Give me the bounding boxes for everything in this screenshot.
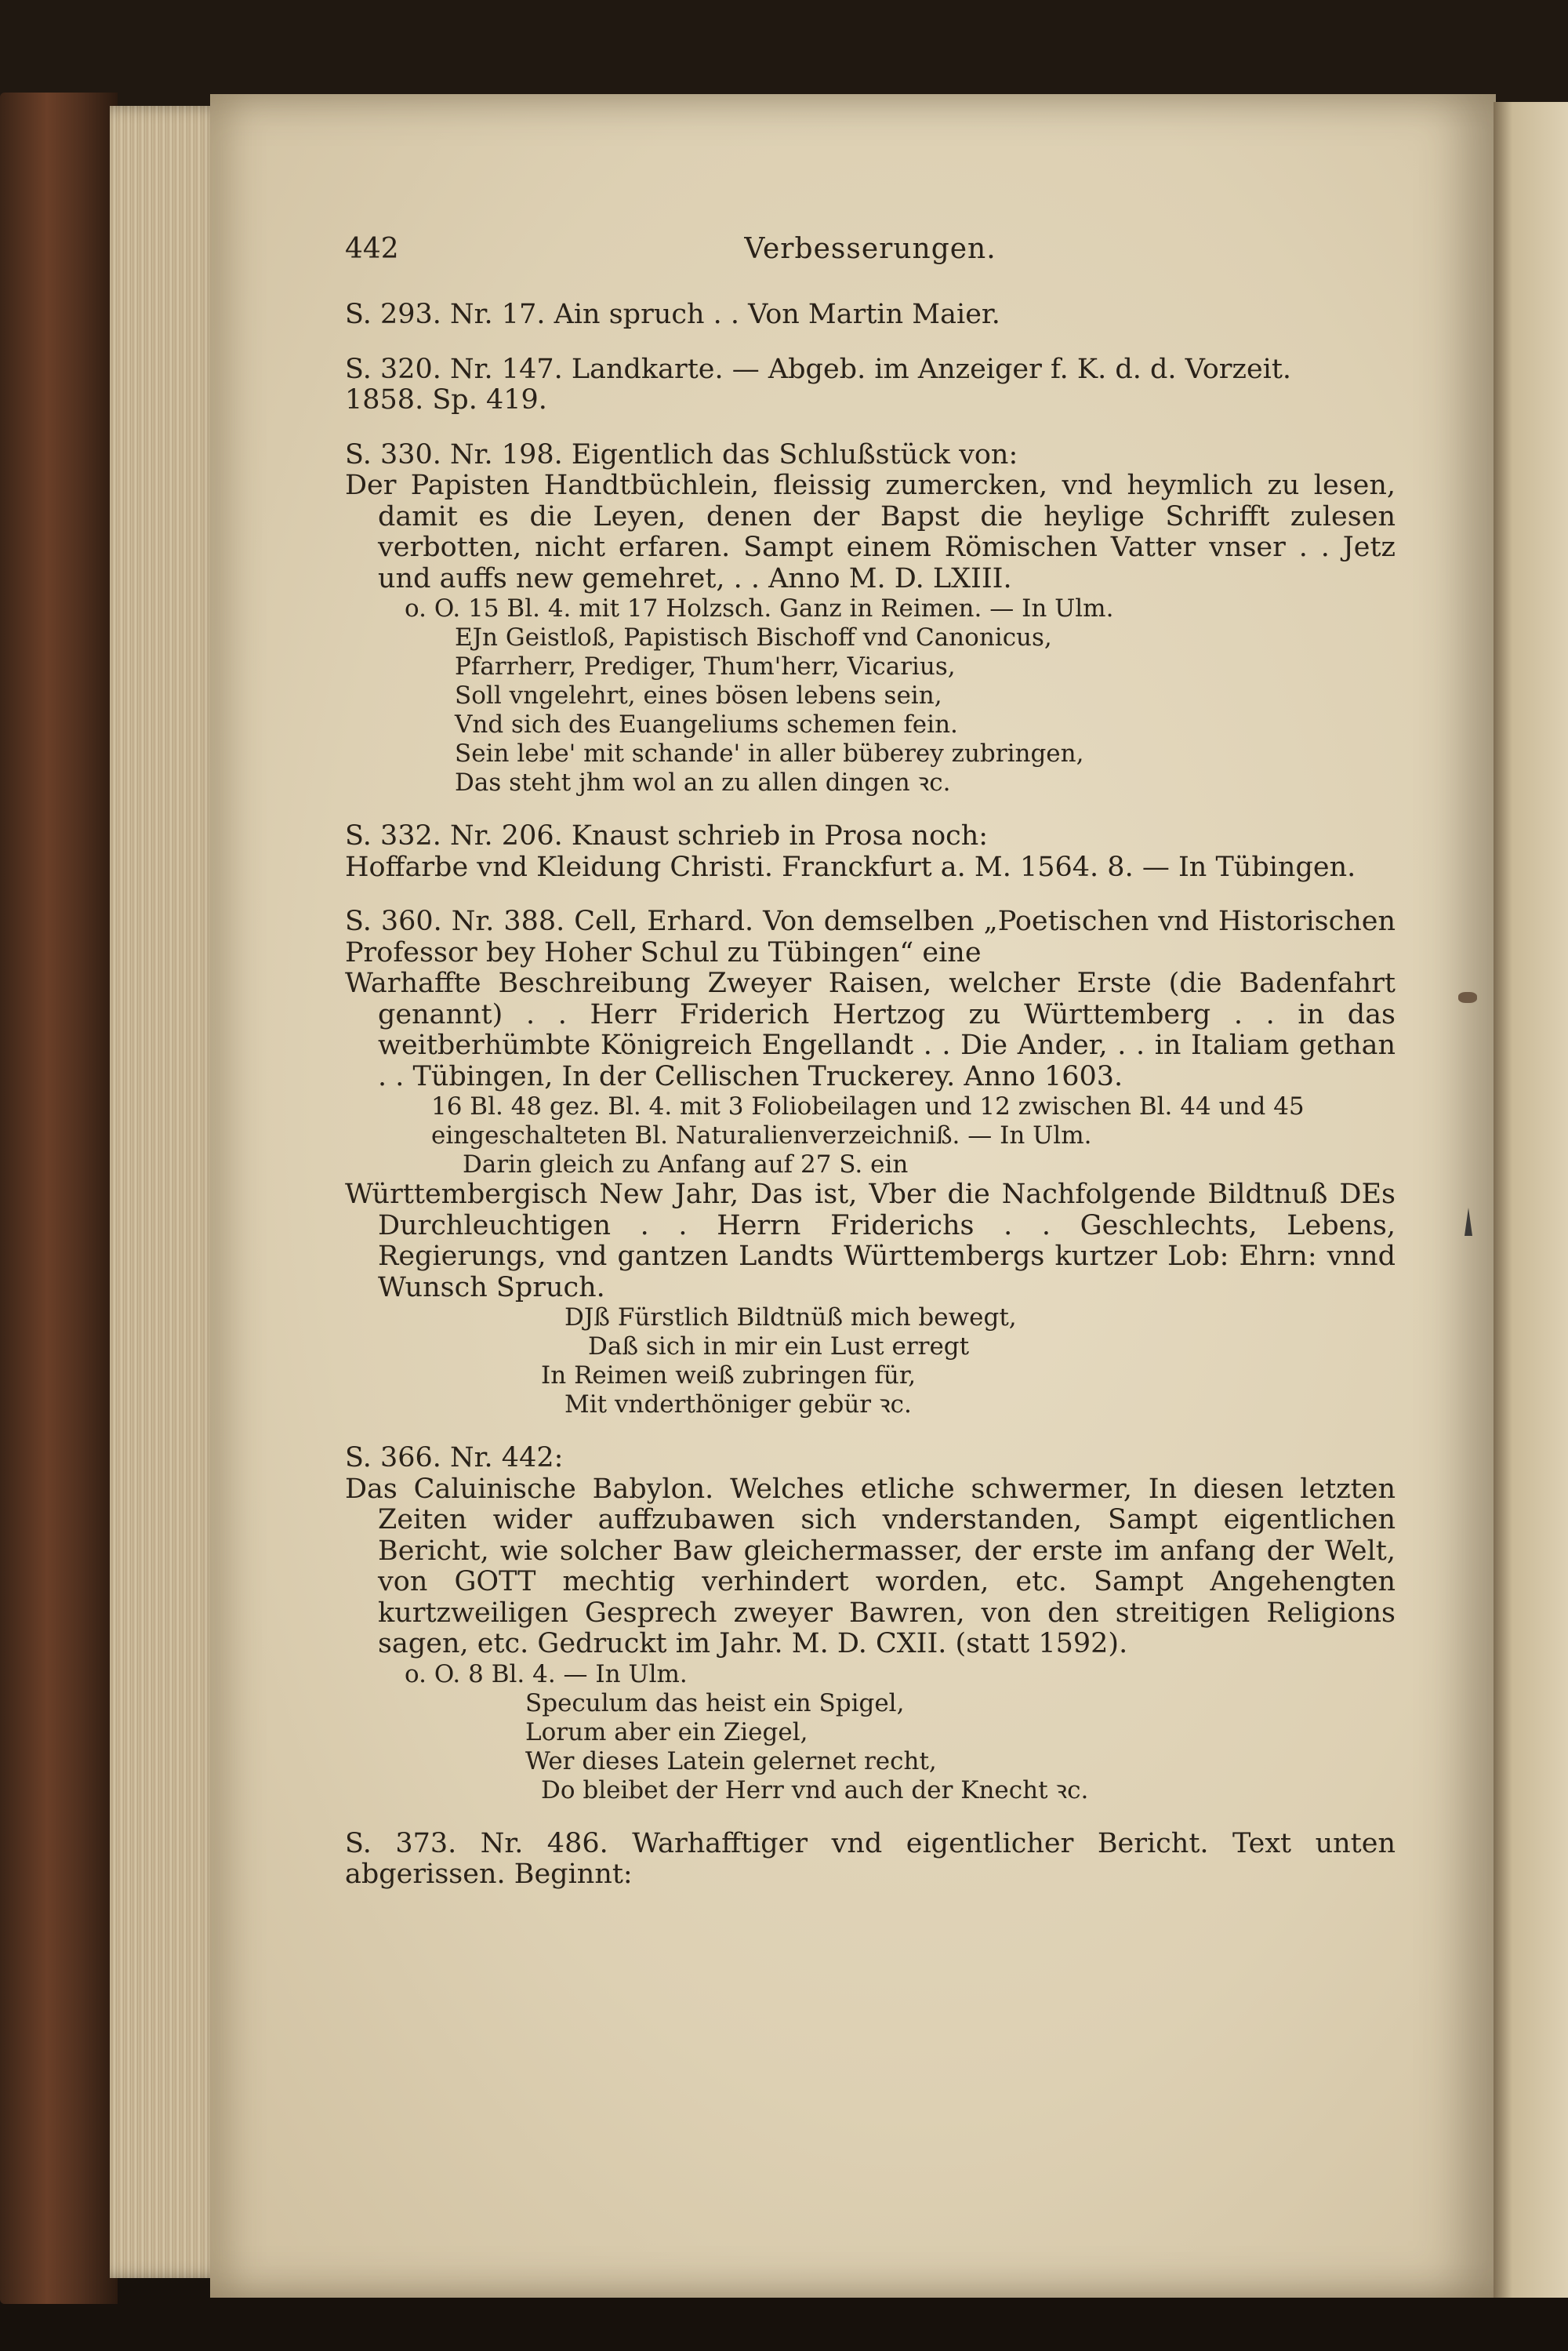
entry-line: S. 332. Nr. 206. Knaust schrieb in Prosa noch: (345, 820, 989, 852)
entry (345, 907, 1396, 1419)
title-paragraph: Warhaffte Beschreibung Zweyer Raisen, welcher Erste (die Badenfahrt genannt) . . Herr Friderich Hertzog zu Württemberg . . in das weitberhümbte Königreich Engellandt . . Die Ander, . . in Italiam gethan . . Tübingen, In der Cellischen Truckerey. Anno 1603. (345, 968, 1396, 1092)
bibliographic-note: Darin gleich zu Anfang auf 27 S. ein (463, 1150, 909, 1179)
bibliographic-note: o. O. 15 Bl. 4. mit 17 Holzsch. Ganz in Reimen. — In Ulm. (405, 594, 1114, 623)
margin-stain (1458, 992, 1477, 1003)
entry (345, 1443, 1396, 1805)
verse-line: Das steht jhm wol an zu allen dingen ꝛc. (455, 769, 951, 797)
entry-line: S. 373. Nr. 486. Warhafftiger vnd eigentlicher Bericht. Text unten abgerissen. Beginnt: (345, 1827, 1396, 1890)
facing-page-edge (1494, 102, 1568, 2298)
page-number: 442 (345, 233, 399, 265)
verse-line: Sein lebe' mit schande' in aller büberey zubringen, (455, 739, 1084, 768)
title-paragraph: Hoffarbe vnd Kleidung Christi. Franckfurt a. M. 1564. 8. — In Tübingen. (345, 851, 1356, 883)
verse-line: Vnd sich des Euangeliums schemen fein. (455, 710, 958, 739)
verse-line: EJn Geistloß, Papistisch Bischoff vnd Canonicus, (455, 623, 1052, 652)
page-text (345, 234, 1396, 1891)
running-head: Verbesserungen. (744, 233, 996, 265)
entry-line: S. 293. Nr. 17. Ain spruch . . Von Martin Maier. (345, 299, 1000, 330)
title-paragraph: Der Papisten Handtbüchlein, fleissig zumercken, vnd heymlich zu lesen, damit es die Leyen, denen der Bapst die heylige Schrifft zulesen verbotten, nicht erfaren. Sampt einem Römischen Vatter vnser . . Jetz und auffs new gemehret, . . Anno M. D. LXIII. (345, 470, 1396, 594)
entry-line: 1858. Sp. 419. (345, 384, 547, 416)
bibliographic-note: o. O. 8 Bl. 4. — In Ulm. (405, 1659, 688, 1688)
verse-line: In Reimen weiß zubringen für, (541, 1361, 916, 1390)
title-paragraph: Württembergisch New Jahr, Das ist, Vber die Nachfolgende Bildtnuß DEs Durchleuchtigen . . Herrn Friderichs . . Geschlechts, Lebens, Regierungs, vnd gantzen Landts Württembergs kurtzer Lob: Ehrn: vnnd Wunsch Spruch. (345, 1179, 1396, 1303)
verse-line: Pfarrherr, Prediger, Thum'herr, Vicarius, (455, 652, 956, 681)
entry (345, 1829, 1396, 1891)
entry-line: S. 366. Nr. 442: (345, 1442, 564, 1473)
verse-line: Lorum aber ein Ziegel, (525, 1717, 808, 1746)
verse-line: Wer dieses Latein gelernet recht, (525, 1746, 937, 1775)
verse-line: Mit vnderthöniger gebür ꝛc. (564, 1390, 912, 1419)
page-header (345, 234, 1396, 279)
entry-line: S. 330. Nr. 198. Eigentlich das Schlußstück von: (345, 438, 1018, 471)
verse-line: Daß sich in mir ein Lust erregt (588, 1332, 970, 1361)
title-paragraph: Das Caluinische Babylon. Welches etliche schwermer, In diesen letzten Zeiten wider auffzubawen sich vnderstanden, Sampt eigentlichen Bericht, wie solcher Baw gleichermasser, der erste im anfang der Welt, von GOTT mechtig verhindert worden, etc. Sampt Angehengten kurtzweiligen Gesprech zweyer Bawren, von den streitigen Religions sagen, etc. Gedruckt im Jahr. M. D. CXII. (statt 1592). (345, 1473, 1396, 1659)
book-cover-edge (0, 93, 118, 2304)
entry (345, 354, 1396, 416)
verse-line: Speculum das heist ein Spigel, (525, 1688, 905, 1717)
entry-line: S. 360. Nr. 388. Cell, Erhard. Von demselben „Poetischen vnd Historischen Professor bey Hoher Schul zu Tübingen“ eine (345, 906, 1396, 968)
bibliographic-note: 16 Bl. 48 gez. Bl. 4. mit 3 Foliobeilagen und 12 zwischen Bl. 44 und 45 eingeschalteten Bl. Naturalienverzeichniß. — In Ulm. (431, 1092, 1305, 1150)
entry (345, 440, 1396, 798)
entry (345, 821, 1396, 883)
entry-line: S. 320. Nr. 147. Landkarte. — Abgeb. im Anzeiger f. K. d. d. Vorzeit. (345, 353, 1292, 385)
verse-line: DJß Fürstlich Bildtnüß mich bewegt, (564, 1303, 1017, 1332)
verse-line: Soll vngelehrt, eines bösen lebens sein, (455, 681, 942, 710)
verse-line: Do bleibet der Herr vnd auch der Knecht ꝛc. (541, 1775, 1089, 1804)
